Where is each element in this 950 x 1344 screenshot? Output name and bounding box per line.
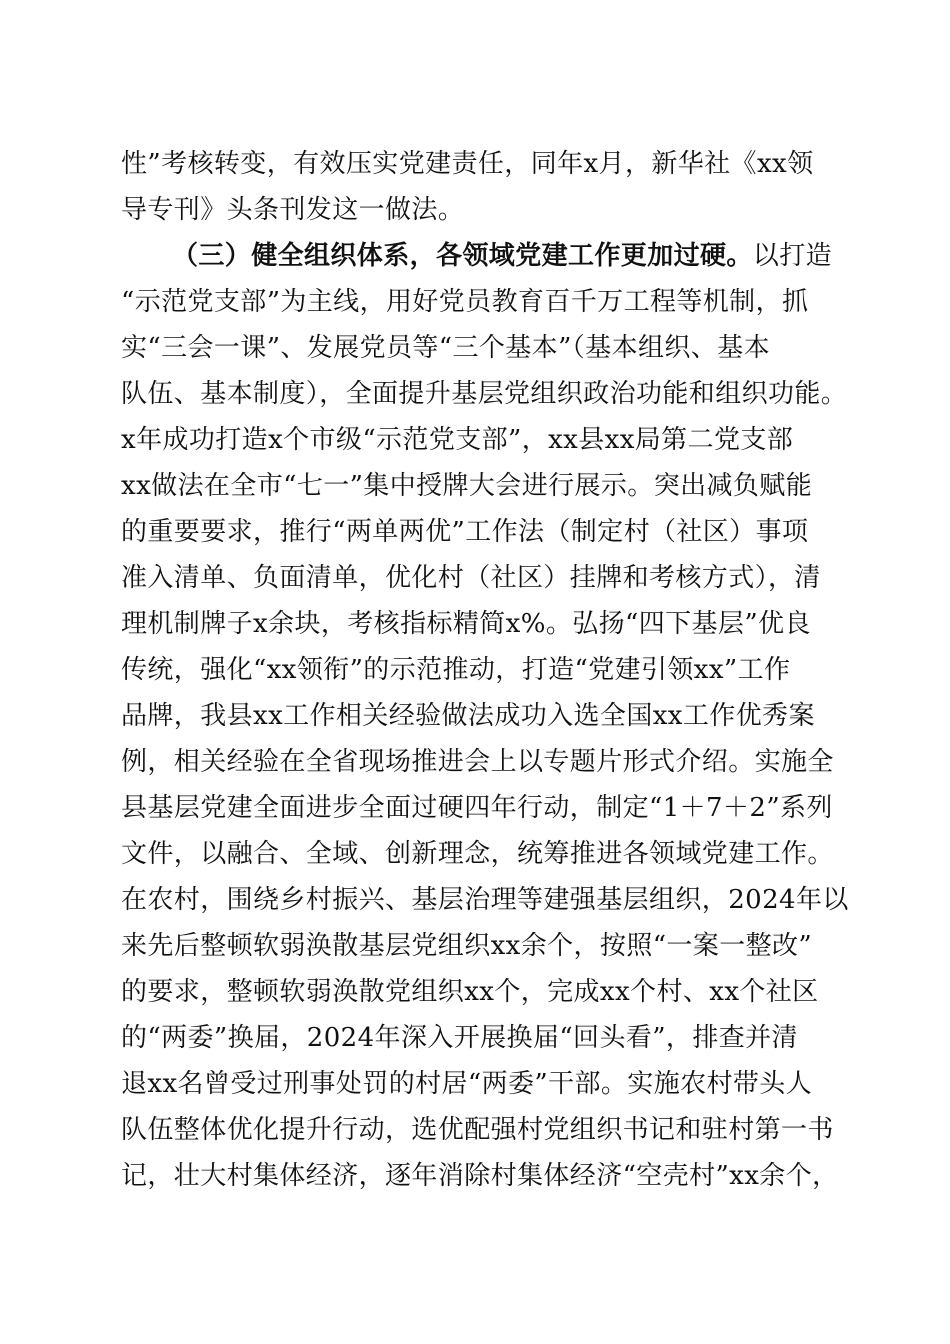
text-line: 实“三会一课”、发展党员等“三个基本”（基本组织、基本 <box>121 333 770 363</box>
text-line: “示范党支部”为主线，用好党员教育百千万工程等机制，抓 <box>121 287 809 317</box>
text-line: 理机制牌子x余块，考核指标精简x%。弘扬“四下基层”优良 <box>121 609 811 639</box>
text-line: 在农村，围绕乡村振兴、基层治理等建强基层组织，2024年以 <box>121 885 849 915</box>
text-line: 性”考核转变，有效压实党建责任，同年x月，新华社《xx领 <box>121 149 814 179</box>
text-line: 来先后整顿软弱涣散基层党组织xx余个，按照“一案一整改” <box>121 931 813 961</box>
text-line: 的重要要求，推行“两单两优”工作法（制定村（社区）事项 <box>121 517 809 547</box>
text-line: 准入清单、负面清单，优化村（社区）挂牌和考核方式），清 <box>121 563 821 593</box>
text-line: 队伍整体优化提升行动，选优配强村党组织书记和驻村第一书 <box>121 1115 834 1145</box>
text-line: 以打造 <box>752 241 833 271</box>
text-line: 文件，以融合、全域、创新理念，统筹推进各领域党建工作。 <box>121 839 834 869</box>
text-line: 例，相关经验在全省现场推进会上以专题片形式介绍。实施全 <box>121 747 834 777</box>
text-line: 记，壮大村集体经济，逐年消除村集体经济“空壳村”xx余个， <box>121 1161 839 1191</box>
text-line: 导专刊》头条刊发这一做法。 <box>121 195 465 225</box>
text-line: 县基层党建全面进步全面过硬四年行动，制定“1＋7＋2”系列 <box>121 793 833 823</box>
text-line: 退xx名曾受过刑事处罚的村居“两委”干部。实施农村带头人 <box>121 1069 813 1099</box>
section-heading-text: （三）健全组织体系，各领域党建工作更加过硬。 <box>172 241 753 271</box>
text-line: 品牌，我县xx工作相关经验做法成功入选全国xx工作优秀案 <box>121 701 815 731</box>
text-line: 传统，强化“xx领衔”的示范推动，打造“党建引领xx”工作 <box>121 655 791 685</box>
section-heading <box>172 239 832 273</box>
text-line: 队伍、基本制度），全面提升基层党组织政治功能和组织功能。 <box>121 379 848 409</box>
text-line: 的要求，整顿软弱涣散党组织xx个，完成xx个村、xx个社区 <box>121 977 819 1007</box>
text-line: xx做法在全市“七一”集中授牌大会进行展示。突出减负赋能 <box>121 471 813 501</box>
text-line: x年成功打造x个市级“示范党支部”，xx县xx局第二党支部 <box>121 425 794 455</box>
text-line: 的“两委”换届，2024年深入开展换届“回头看”，排查并清 <box>121 1023 798 1053</box>
